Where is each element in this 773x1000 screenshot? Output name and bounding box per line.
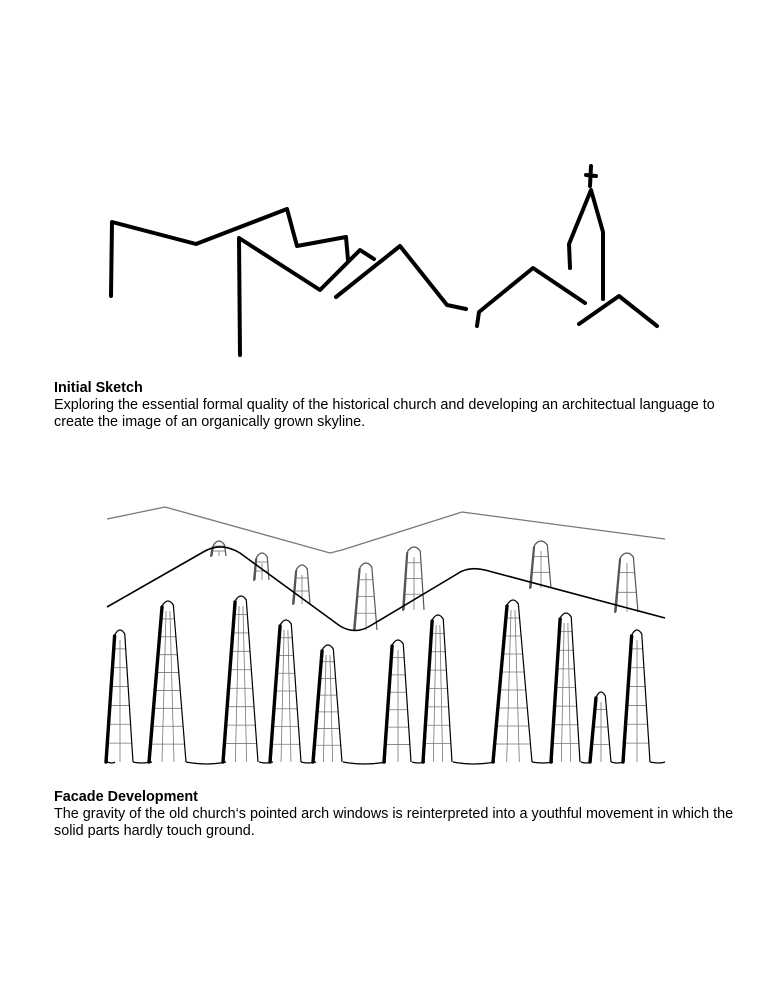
facade-spire-window [149, 601, 186, 762]
sketch-stroke-middle-roof [239, 238, 374, 355]
facade-spire-window [551, 613, 580, 762]
facade-back-spires [211, 541, 638, 630]
initial-sketch-caption [54, 380, 744, 431]
facade-spire-window [313, 645, 342, 762]
facade-spire-window [615, 553, 638, 612]
facade-development-drawing [0, 495, 773, 775]
sketch-stroke-lower-right-roof [579, 296, 657, 326]
facade-spire-window [254, 553, 269, 580]
facade-ground-line [107, 762, 665, 764]
facade-back-skyline [107, 507, 665, 553]
facade-development-caption [54, 789, 744, 840]
facade-spire-window [623, 630, 650, 762]
facade-spire-window [530, 541, 551, 588]
facade-spire-window [270, 620, 301, 762]
sketch-stroke-steeple [569, 190, 603, 299]
facade-development-title: Facade Development [54, 789, 198, 805]
facade-spire-window [384, 640, 411, 762]
initial-sketch-description: Exploring the essential formal quality of the historical church and developing an architectual language to create the image of an organically grown skyline. [54, 397, 715, 430]
facade-spire-window [493, 600, 532, 762]
facade-spire-window [423, 615, 452, 762]
sketch-stroke-right-roof [477, 268, 585, 326]
facade-spire-window [590, 692, 611, 762]
facade-spire-window [106, 630, 133, 762]
facade-spire-window [223, 596, 258, 762]
initial-sketch-drawing [0, 150, 773, 365]
facade-front-spires [106, 596, 665, 764]
facade-development-description: The gravity of the old church‘s pointed arch windows is reinterpreted into a youthful movement in which the solid parts hardly touch ground. [54, 806, 734, 839]
sketch-stroke-steeple-cross [586, 166, 596, 186]
facade-middle-skyline [107, 547, 665, 631]
initial-sketch-title: Initial Sketch [54, 380, 143, 396]
facade-spire-window [354, 563, 377, 630]
